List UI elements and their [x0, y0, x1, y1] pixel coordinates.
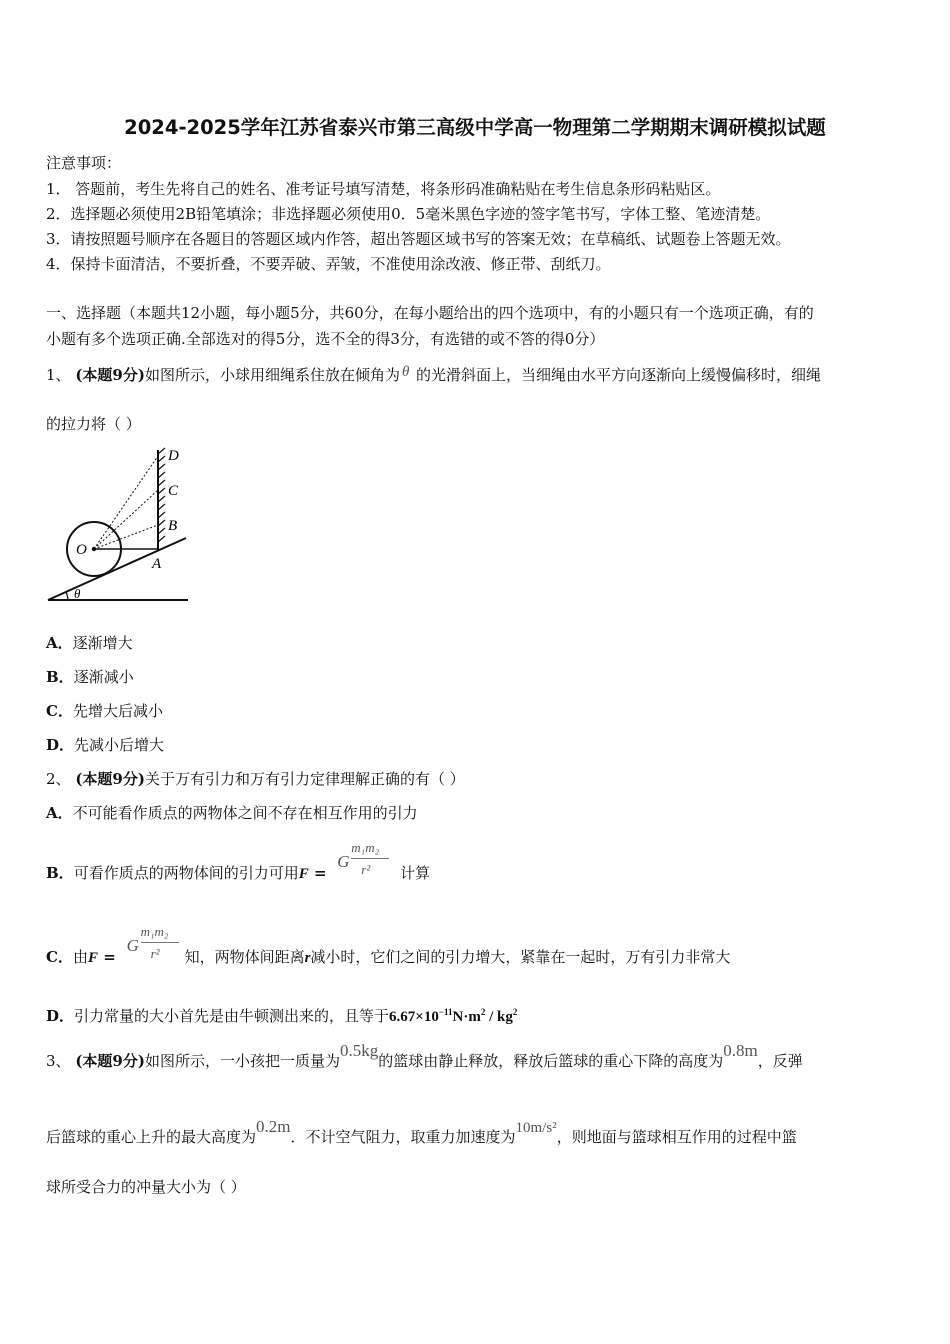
section-heading-line2: 小题有多个选项正确.全部选对的得5分，选不全的得3分，有选错的或不答的得0分） [46, 330, 605, 348]
label-C: C [168, 483, 179, 499]
notice-heading: 注意事项： [46, 154, 122, 172]
label-B: B [168, 518, 178, 534]
label-O: O [76, 542, 87, 558]
notice-item-4: 4．保持卡面清洁，不要折叠，不要弄破、弄皱，不准使用涂改液、修正带、刮纸刀。 [46, 255, 611, 273]
option-text: 逐渐增大 [72, 634, 133, 652]
question-2-text: 关于万有引力和万有引力定律理解正确的有（ ） [144, 770, 465, 788]
option-letter: B． [46, 668, 74, 686]
option-letter: D． [46, 736, 75, 754]
option-text: 知，两物体间距离 [184, 948, 305, 966]
string-to-c [94, 490, 158, 549]
label-theta: θ [74, 586, 81, 601]
q1-option-c[interactable] [46, 700, 163, 721]
formula-G: G [126, 936, 139, 955]
formula-numerator: m₁m₂ [351, 840, 380, 855]
question-3-text-b: 的篮球由静止释放，释放后篮球的重心下降的高度为 [378, 1052, 724, 1070]
option-text: 不可能看作质点的两物体之间不存在相互作用的引力 [72, 804, 418, 822]
option-text: 逐渐减小 [73, 668, 134, 686]
option-letter: C． [46, 702, 73, 720]
q2-option-c[interactable] [46, 924, 731, 968]
question-1-text-b: 的光滑斜面上，当细绳由水平方向逐渐向上缓慢偏移时，细绳 [415, 366, 821, 384]
q2-option-a[interactable] [46, 802, 418, 823]
option-text: 先减小后增大 [74, 736, 165, 754]
equals-sign: = [97, 948, 116, 966]
gravity-formula [331, 840, 395, 884]
wall-hatching [158, 448, 165, 542]
option-text-tail: 减小时，它们之间的引力增大，紧靠在一起时，万有引力非常大 [310, 948, 731, 966]
q1-option-d[interactable] [46, 734, 164, 755]
notice-item-3: 3．请按照题号顺序在各题目的答题区域内作答，超出答题区域书写的答案无效；在草稿纸、试题卷上答题无效。 [46, 230, 791, 248]
label-A: A [152, 556, 162, 572]
gravity-value: 10m/s² [515, 1120, 557, 1136]
q2-option-b[interactable] [46, 840, 431, 884]
notice-item-1: 1． 答题前，考生先将自己的姓名、准考证号填写清楚，将条形码准确粘贴在考生信息条形码粘贴区。 [46, 180, 721, 198]
question-3-line1 [46, 1041, 803, 1071]
question-3-text-e: ．不计空气阻力，取重力加速度为 [290, 1128, 516, 1146]
question-1-score: (本题9分) [75, 366, 145, 384]
question-3-line3: 球所受合力的冲量大小为（ ） [46, 1178, 246, 1196]
drop-height-value: 0.8m [723, 1041, 758, 1060]
label-D: D [168, 448, 179, 464]
question-1-line1 [46, 364, 821, 385]
formula-G: G [337, 852, 350, 871]
option-letter: C． [46, 948, 73, 966]
question-3-number: 3、 [46, 1052, 71, 1070]
gravity-formula [121, 924, 185, 968]
formula-F: F [298, 866, 309, 882]
option-letter: A． [46, 634, 73, 652]
question-3-score: (本题9分) [75, 1052, 145, 1070]
option-letter: B． [46, 864, 74, 882]
variable-r: r [304, 950, 311, 966]
theta-symbol: θ [401, 364, 410, 380]
question-2-score: (本题9分) [75, 770, 145, 788]
formula-denominator: r² [150, 946, 160, 961]
q2-option-d[interactable] [46, 1005, 517, 1026]
option-text-tail: 计算 [400, 864, 431, 882]
option-letter: D． [46, 1007, 75, 1025]
notice-item-2: 2．选择题必须使用2B铅笔填涂；非选择题必须使用0．5毫米黑色字迹的签字笔书写，字体工整、笔迹清楚。 [46, 205, 771, 223]
mass-value: 0.5kg [339, 1041, 379, 1060]
q1-option-b[interactable] [46, 666, 134, 687]
fraction-bar [351, 858, 389, 859]
question-3-text-a: 如图所示，一小孩把一质量为 [144, 1052, 340, 1070]
angle-arc [66, 592, 68, 600]
q1-option-a[interactable] [46, 632, 133, 653]
option-text: 先增大后减小 [72, 702, 163, 720]
formula-numerator: m₁m₂ [140, 924, 169, 939]
formula-denominator: r² [361, 862, 371, 877]
option-text: 可看作质点的两物体间的引力可用 [73, 864, 299, 882]
question-2 [46, 768, 465, 789]
question-3-text-f: ，则地面与篮球相互作用的过程中篮 [556, 1128, 797, 1146]
question-1-text-a: 如图所示，小球用细绳系住放在倾角为 [144, 366, 400, 384]
incline-ball-figure [44, 442, 194, 607]
question-3-text-d: 后篮球的重心上升的最大高度为 [46, 1128, 257, 1146]
fraction-bar [141, 942, 179, 943]
section-heading-line1: 一、选择题（本题共12小题，每小题5分，共60分，在每小题给出的四个选项中，有的小题只有一个选项正确，有的 [46, 304, 814, 322]
question-3-text-c: ，反弹 [757, 1052, 803, 1070]
question-2-number: 2、 [46, 770, 71, 788]
rebound-height-value: 0.2m [256, 1117, 291, 1136]
option-text: 由 [72, 948, 88, 966]
question-1-number: 1、 [46, 366, 71, 384]
page-title: 2024-2025学年江苏省泰兴市第三高级中学高一物理第二学期期末调研模拟试题 [124, 116, 826, 139]
option-text: 引力常量的大小首先是由牛顿测出来的，且等于 [74, 1007, 390, 1025]
option-letter: A． [46, 804, 73, 822]
formula-F: F [87, 950, 98, 966]
equals-sign: = [308, 864, 327, 882]
string-to-d [94, 456, 158, 549]
question-1-line2: 的拉力将（ ） [46, 415, 141, 433]
gravitational-constant: $6.67\times 10^{-11}N\cdot m^2 / kg^2$ [389, 1007, 518, 1025]
question-3-line2 [46, 1117, 797, 1147]
